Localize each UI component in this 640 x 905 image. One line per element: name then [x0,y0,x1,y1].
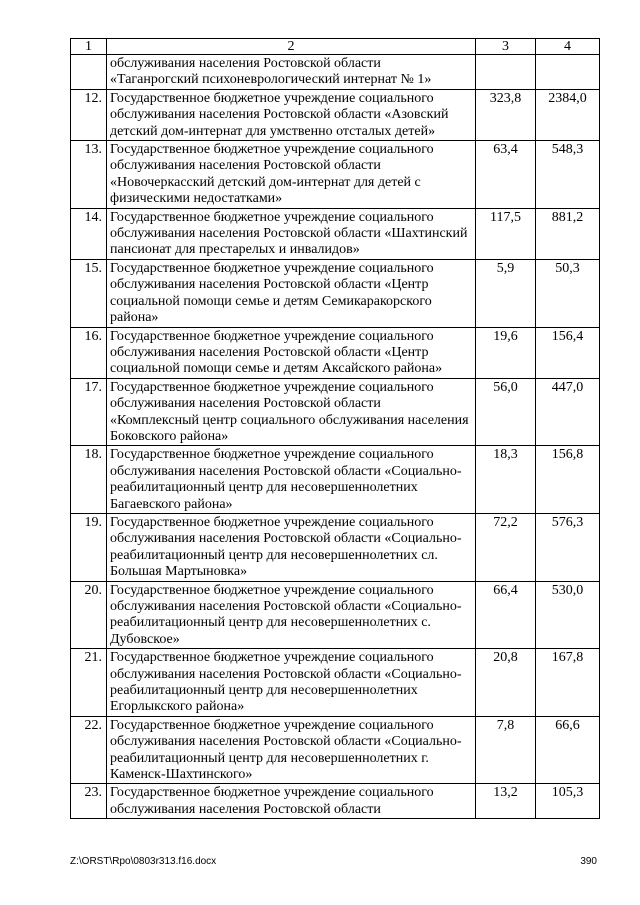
table-row [71,649,600,717]
value-col-4: 50,3 [536,259,600,327]
header-col-3: 3 [476,39,536,55]
value-col-3: 323,8 [476,89,536,140]
value-col-3: 117,5 [476,208,536,259]
table-row [71,89,600,140]
value-col-4: 548,3 [536,141,600,209]
header-col-4: 4 [536,39,600,55]
value-col-4 [536,55,600,90]
value-col-3: 20,8 [476,649,536,717]
footer-page-number: 390 [580,856,597,867]
value-col-4: 447,0 [536,378,600,446]
institution-name: Государственное бюджетное учреждение социального обслуживания населения Ростовской области «Новочеркасский детский дом-интернат для детей с физическими недостатками» [107,141,476,209]
value-col-3: 66,4 [476,581,536,649]
table-row [71,259,600,327]
row-number: 22. [71,716,107,784]
institution-name: Государственное бюджетное учреждение социального обслуживания населения Ростовской области [107,784,476,819]
row-number: 14. [71,208,107,259]
row-number: 12. [71,89,107,140]
value-col-4: 156,8 [536,446,600,514]
row-number: 21. [71,649,107,717]
value-col-4: 881,2 [536,208,600,259]
value-col-3: 13,2 [476,784,536,819]
table-row [71,784,600,819]
value-col-4: 156,4 [536,327,600,378]
header-col-2: 2 [107,39,476,55]
institution-name: Государственное бюджетное учреждение социального обслуживания населения Ростовской области «Социально-реабилитационный центр для несовершеннолетних Егорлыкского района» [107,649,476,717]
value-col-3: 5,9 [476,259,536,327]
institution-name: Государственное бюджетное учреждение социального обслуживания населения Ростовской области «Социально-реабилитационный центр для несовершеннолетних сл. Большая Мартыновка» [107,513,476,581]
institution-name: Государственное бюджетное учреждение социального обслуживания населения Ростовской области «Центр социальной помощи семье и детям Семикаракорского района» [107,259,476,327]
value-col-3: 72,2 [476,513,536,581]
institution-name: Государственное бюджетное учреждение социального обслуживания населения Ростовской области «Азовский детский дом-интернат для умственно отсталых детей» [107,89,476,140]
value-col-3 [476,55,536,90]
row-number: 15. [71,259,107,327]
table-row [71,446,600,514]
value-col-4: 2384,0 [536,89,600,140]
table-header-row [71,39,600,55]
value-col-3: 63,4 [476,141,536,209]
data-table [70,38,600,819]
row-number: 16. [71,327,107,378]
table-row [71,513,600,581]
institution-name: Государственное бюджетное учреждение социального обслуживания населения Ростовской области «Социально-реабилитационный центр для несовершеннолетних г. Каменск-Шахтинского» [107,716,476,784]
row-number: 20. [71,581,107,649]
header-col-1: 1 [71,39,107,55]
institution-name: Государственное бюджетное учреждение социального обслуживания населения Ростовской области «Центр социальной помощи семье и детям Аксайского района» [107,327,476,378]
institution-name: Государственное бюджетное учреждение социального обслуживания населения Ростовской области «Шахтинский пансионат для престарелых и инвалидов» [107,208,476,259]
table-row [71,378,600,446]
institution-name: Государственное бюджетное учреждение социального обслуживания населения Ростовской области «Социально-реабилитационный центр для несовершеннолетних с. Дубовское» [107,581,476,649]
row-number [71,55,107,90]
value-col-3: 19,6 [476,327,536,378]
row-number: 17. [71,378,107,446]
table-row [71,327,600,378]
value-col-4: 576,3 [536,513,600,581]
footer-file-path: Z:\ORST\Rpo\0803r313.f16.docx [70,856,217,867]
value-col-4: 167,8 [536,649,600,717]
institution-name: Государственное бюджетное учреждение социального обслуживания населения Ростовской области «Социально-реабилитационный центр для несовершеннолетних Багаевского района» [107,446,476,514]
value-col-3: 7,8 [476,716,536,784]
row-number: 23. [71,784,107,819]
institution-name: Государственное бюджетное учреждение социального обслуживания населения Ростовской области «Комплексный центр социального обслуживания населения Боковского района» [107,378,476,446]
table-row [71,141,600,209]
table-row [71,716,600,784]
row-number: 13. [71,141,107,209]
value-col-3: 18,3 [476,446,536,514]
institution-name: обслуживания населения Ростовской области «Таганрогский психоневрологический интернат № 1» [107,55,476,90]
value-col-4: 530,0 [536,581,600,649]
table-row-continued [71,55,600,90]
table-row [71,208,600,259]
table-row [71,581,600,649]
row-number: 19. [71,513,107,581]
value-col-4: 105,3 [536,784,600,819]
value-col-3: 56,0 [476,378,536,446]
row-number: 18. [71,446,107,514]
value-col-4: 66,6 [536,716,600,784]
